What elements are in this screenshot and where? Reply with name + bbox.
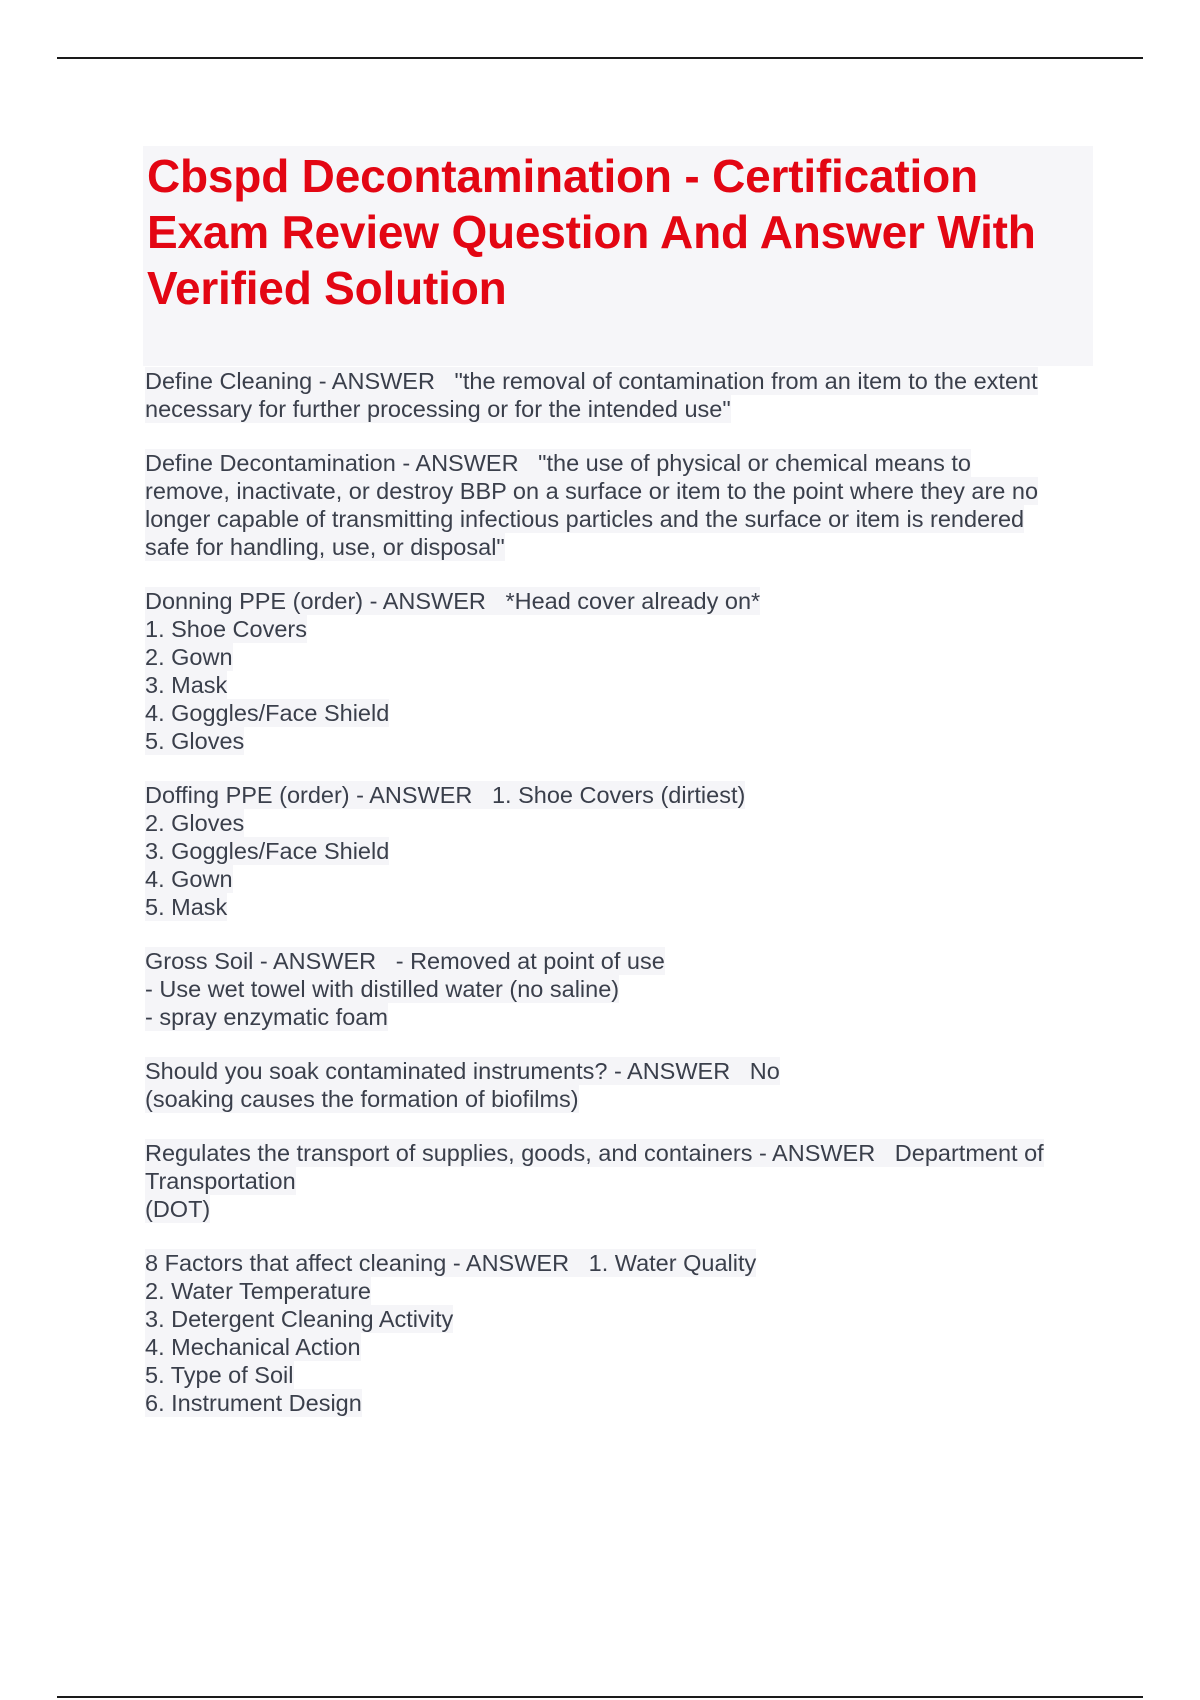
qa-line: 6. Instrument Design xyxy=(145,1390,362,1416)
qa-line: Donning PPE (order) - ANSWER *Head cover already on* xyxy=(145,588,761,614)
qa-line: Gross Soil - ANSWER - Removed at point of use xyxy=(145,948,665,974)
qa-line: Should you soak contaminated instruments? - ANSWER No xyxy=(145,1058,780,1084)
qa-line: 2. Gloves xyxy=(145,810,245,836)
qa-line: Regulates the transport of supplies, goods, and containers - ANSWER Department of xyxy=(145,1140,1044,1166)
qa-line: - spray enzymatic foam xyxy=(145,1004,388,1030)
qa-line: 4. Goggles/Face Shield xyxy=(145,700,390,726)
qa-line: 4. Gown xyxy=(145,866,233,892)
title-line: Cbspd Decontamination - Certification xyxy=(147,150,978,202)
qa-item-define-cleaning xyxy=(145,367,1105,423)
qa-item-doffing-ppe xyxy=(145,781,1105,921)
qa-line: safe for handling, use, or disposal" xyxy=(145,534,505,560)
qa-line: Define Decontamination - ANSWER "the use of physical or chemical means to xyxy=(145,450,971,476)
qa-line: 5. Mask xyxy=(145,894,228,920)
qa-item-gross-soil xyxy=(145,947,1105,1031)
qa-item-donning-ppe xyxy=(145,587,1105,755)
qa-line: Transportation xyxy=(145,1168,296,1194)
qa-line: 3. Detergent Cleaning Activity xyxy=(145,1306,454,1332)
qa-line: 3. Mask xyxy=(145,672,228,698)
qa-item-cleaning-factors xyxy=(145,1249,1105,1417)
title-line: Exam Review Question And Answer With xyxy=(147,206,1036,258)
qa-line: - Use wet towel with distilled water (no saline) xyxy=(145,976,620,1002)
qa-line: (soaking causes the formation of biofilms) xyxy=(145,1086,579,1112)
qa-line: 1. Shoe Covers xyxy=(145,616,307,642)
qa-line: 4. Mechanical Action xyxy=(145,1334,361,1360)
top-rule xyxy=(57,57,1143,59)
qa-line: Define Cleaning - ANSWER "the removal of contamination from an item to the extent xyxy=(145,368,1038,394)
qa-line: (DOT) xyxy=(145,1196,211,1222)
qa-item-transport-regulation xyxy=(145,1139,1105,1223)
qa-line: 2. Gown xyxy=(145,644,233,670)
bottom-rule xyxy=(57,1696,1143,1698)
qa-item-define-decontamination xyxy=(145,449,1105,561)
qa-line: longer capable of transmitting infectious particles and the surface or item is rendered xyxy=(145,506,1025,532)
title-line: Verified Solution xyxy=(147,262,507,314)
qa-line: 5. Type of Soil xyxy=(145,1362,294,1388)
qa-line: 2. Water Temperature xyxy=(145,1278,371,1304)
qa-item-soak-instruments xyxy=(145,1057,1105,1113)
qa-line: 3. Goggles/Face Shield xyxy=(145,838,390,864)
title-block xyxy=(143,146,1093,366)
qa-line: 5. Gloves xyxy=(145,728,245,754)
qa-list xyxy=(145,367,1105,1443)
qa-line: necessary for further processing or for the intended use" xyxy=(145,396,731,422)
qa-line: Doffing PPE (order) - ANSWER 1. Shoe Covers (dirtiest) xyxy=(145,782,746,808)
qa-line: remove, inactivate, or destroy BBP on a surface or item to the point where they are no xyxy=(145,478,1039,504)
document-title xyxy=(147,148,1091,316)
qa-line: 8 Factors that affect cleaning - ANSWER 1. Water Quality xyxy=(145,1250,757,1276)
